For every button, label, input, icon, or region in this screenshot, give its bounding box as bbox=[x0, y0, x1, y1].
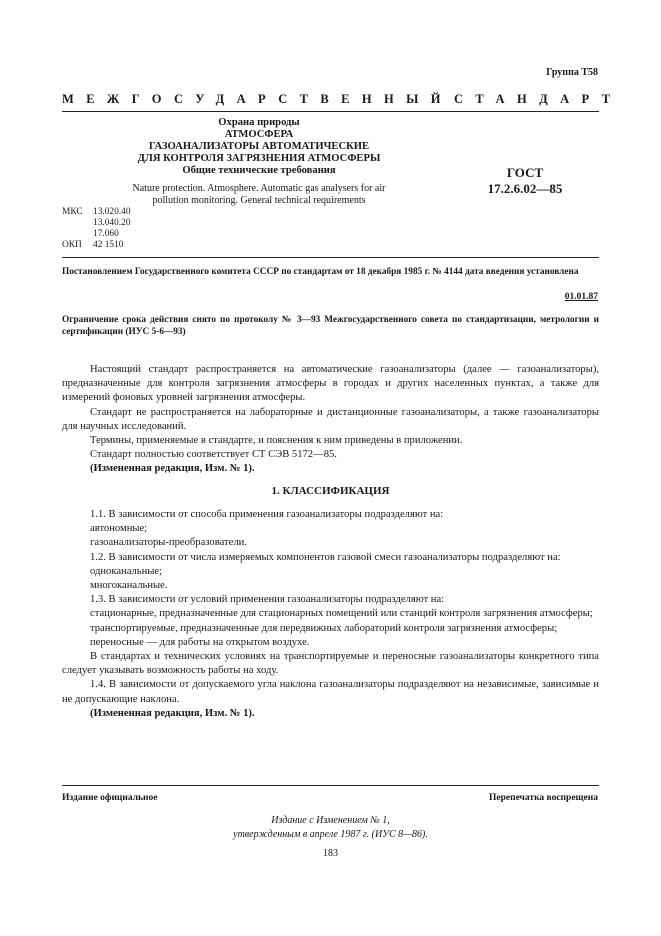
effective-date: 01.01.87 bbox=[564, 292, 598, 302]
footer-divider bbox=[62, 785, 599, 786]
decree-text: Постановлением Государственного комитета СССР по стандартам от 18 декабря 1985 г. № 4144 дата введения установлена bbox=[62, 267, 579, 277]
okp-label: ОКП bbox=[62, 240, 82, 250]
group-code: Группа Т58 bbox=[546, 67, 598, 78]
clause-text: В стандартах и технических условиях на транспортируемые и переносные газоанализаторы конкретного типа следует указывать возможность работы на ходу. bbox=[62, 651, 599, 677]
document-title bbox=[90, 117, 428, 177]
list-item: стационарные, предназначенные для стационарных помещений или станций контроля загрязнения атмосферы; bbox=[90, 608, 593, 620]
amendment-note: (Измененная редакция, Изм. № 1). bbox=[90, 707, 255, 719]
section-heading: 1. КЛАССИФИКАЦИЯ bbox=[271, 485, 390, 497]
mks-code: 13.040.20 bbox=[93, 218, 131, 228]
english-title-line-2: pollution monitoring. General technical requirements bbox=[152, 195, 366, 206]
clause-text: 1.2. В зависимости от числа измеряемых компонентов газовой смеси газоанализаторы подразделяют на: bbox=[90, 551, 561, 563]
edition-note-line-2: утвержденным в апреле 1987 г. (ИУС 8—86). bbox=[233, 829, 428, 840]
edition-note-line-1: Издание с Изменением № 1, bbox=[271, 815, 390, 826]
title-line-1: Охрана природы bbox=[218, 117, 300, 128]
title-line-2: АТМОСФЕРА bbox=[224, 129, 294, 140]
mks-code: 13.020.40 bbox=[93, 207, 131, 217]
mks-label: МКС bbox=[62, 207, 83, 217]
clause-text: 1.1. В зависимости от способа применения газоанализаторы подразделяют на: bbox=[90, 509, 444, 520]
interstate-standard-heading bbox=[62, 92, 623, 107]
title-line-4: ДЛЯ КОНТРОЛЯ ЗАГРЯЗНЕНИЯ АТМОСФЕРЫ bbox=[137, 153, 381, 164]
standard-heading-word2: СТАНДАРТ bbox=[454, 92, 623, 106]
intro-paragraph: Настоящий стандарт распространяется на автоматические газоанализаторы (далее — газоанализаторы), предназначенные для контроля загрязнения атмосферы в городах и других населенных пунктах, а также для измерений фоновых уровней загрязнения атмосферы. bbox=[62, 364, 599, 404]
list-item: одноканальные; bbox=[90, 565, 163, 577]
amendment-note: (Измененная редакция, Изм. № 1). bbox=[90, 463, 255, 475]
gost-label: ГОСТ bbox=[506, 165, 544, 180]
intro-paragraph: Стандарт полностью соответствует СТ СЭВ 5172—85. bbox=[90, 449, 337, 461]
title-line-5: Общие технические требования bbox=[182, 165, 336, 176]
title-line-3: ГАЗОАНАЛИЗАТОРЫ АВТОМАТИЧЕСКИЕ bbox=[148, 141, 370, 152]
codes-divider bbox=[62, 257, 599, 258]
page-number: 183 bbox=[323, 848, 338, 859]
gost-number: 17.2.6.02—85 bbox=[487, 181, 563, 196]
okp-code: 42 1510 bbox=[93, 240, 124, 250]
reprint-prohibited-label: Перепечатка воспрещена bbox=[488, 793, 598, 803]
list-item: газоанализаторы-преобразователи. bbox=[90, 537, 247, 549]
standard-heading-word1: МЕЖГОСУДАРСТВЕННЫЙ bbox=[62, 92, 453, 106]
list-item: автономные; bbox=[90, 523, 148, 535]
list-item: многоканальные. bbox=[90, 580, 168, 592]
introduction bbox=[62, 363, 599, 477]
intro-paragraph: Стандарт не распространяется на лабораторные и дистанционные газоанализаторы, а также газоанализаторы для научных исследований. bbox=[62, 406, 599, 432]
header-divider bbox=[62, 111, 599, 112]
clause-text: 1.4. В зависимости от допускаемого угла наклона газоанализаторы подразделяют на независимые, зависимые и не допускающие наклона. bbox=[62, 679, 599, 705]
edition-note bbox=[62, 814, 599, 842]
list-item: переносные — для работы на открытом воздухе. bbox=[90, 636, 310, 648]
english-title-line-1: Nature protection. Atmosphere. Automatic gas analysers for air bbox=[132, 183, 386, 194]
limitation-note: Ограничение срока действия снято по протоколу № 3—93 Межгосударственного совета по стандартизации, метрологии и сертификации (ИУС 5-6—93) bbox=[62, 315, 599, 337]
official-edition-label: Издание официальное bbox=[62, 793, 158, 803]
section-1-body bbox=[62, 508, 599, 721]
english-title bbox=[90, 183, 428, 207]
clause-text: 1.3. В зависимости от условий применения газоанализаторы подразделяют на: bbox=[90, 594, 445, 606]
intro-paragraph: Термины, применяемые в стандарте, и пояснения к ним приведены в приложении. bbox=[90, 435, 463, 447]
mks-code: 17.060 bbox=[93, 229, 119, 239]
list-item: транспортируемые, предназначенные для передвижных лабораторий контроля загрязнения атмосферы; bbox=[90, 622, 558, 634]
gost-designation bbox=[470, 165, 580, 197]
